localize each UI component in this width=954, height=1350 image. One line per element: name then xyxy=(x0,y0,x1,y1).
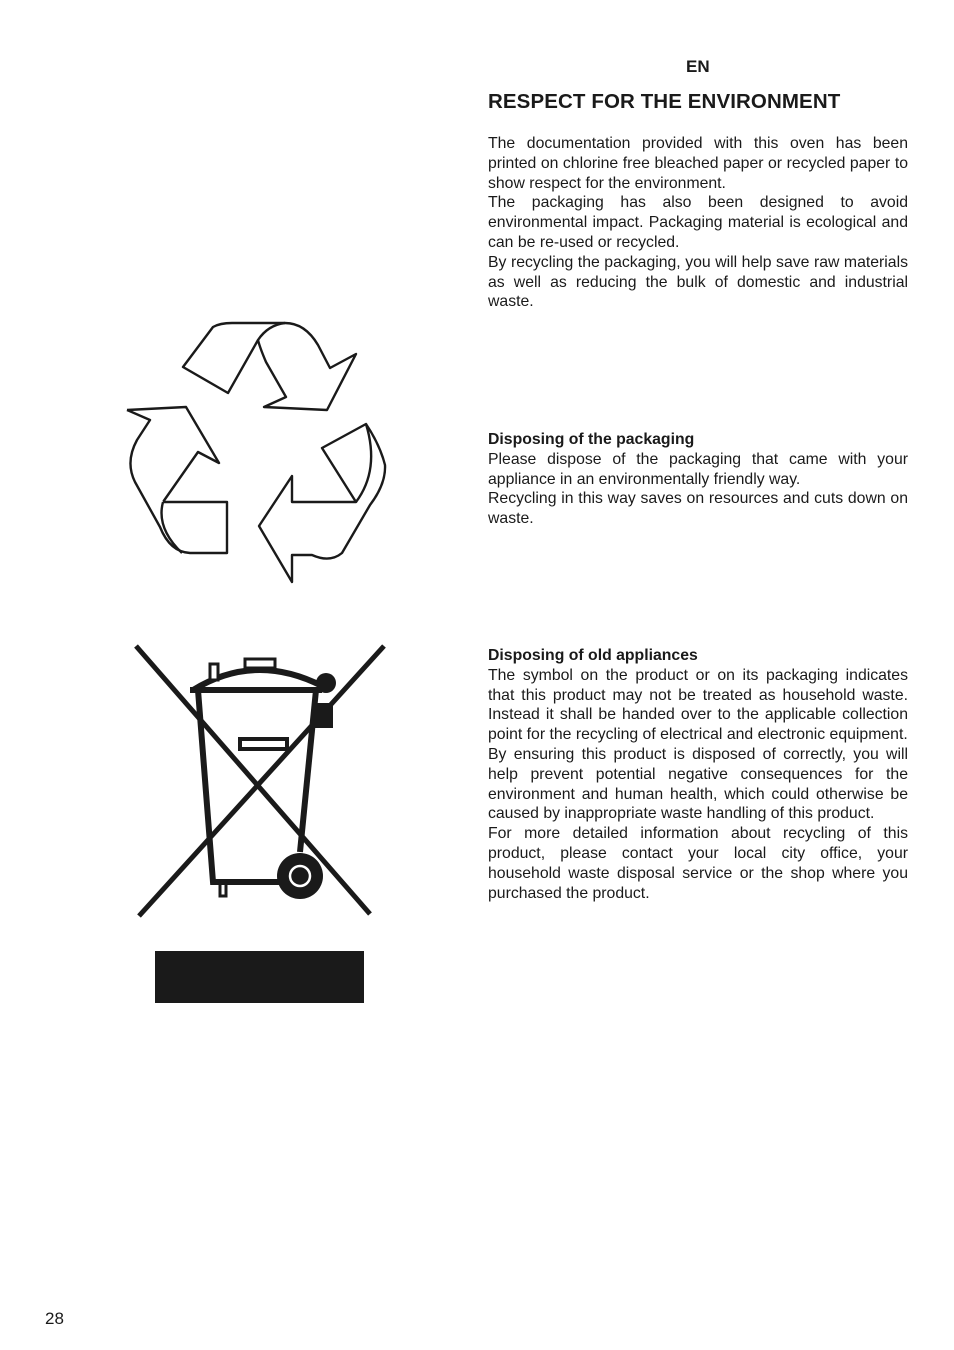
packaging-heading: Disposing of the packaging xyxy=(488,431,695,448)
old-appliances-heading: Disposing of old appliances xyxy=(488,647,698,664)
weee-black-bar xyxy=(155,951,364,1003)
page-title: RESPECT FOR THE ENVIRONMENT xyxy=(488,90,841,113)
old-appliances-paragraph: The symbol on the product or on its packaging indicates that this product may not be treated as household waste. Instead it shall be handed over to the applicable collection point for the recycling of electrical and electronic equipment. xyxy=(488,666,908,744)
old-appliances-section xyxy=(488,646,908,903)
packaging-paragraph: Recycling in this way saves on resources and cuts down on waste. xyxy=(488,490,908,528)
intro-paragraph: The documentation provided with this oven has been printed on chlorine free bleached paper or recycled paper to show respect for the environment. xyxy=(488,135,908,192)
page-number: 28 xyxy=(45,1309,64,1328)
packaging-paragraph: Please dispose of the packaging that came with your appliance in an environmentally friendly way. xyxy=(488,450,908,488)
intro-section xyxy=(488,134,908,312)
old-appliances-paragraph: For more detailed information about recycling of this product, please contact your local city office, your household waste disposal service or the shop where you purchased the product. xyxy=(488,825,908,902)
language-code: EN xyxy=(686,57,710,76)
crossed-out-wheelie-bin-icon xyxy=(130,640,390,1010)
packaging-section xyxy=(488,430,908,529)
old-appliances-paragraph: By ensuring this product is disposed of correctly, you will help prevent potential negative consequences for the environment and human health, which could otherwise be caused by inappropriate waste handling of this product. xyxy=(488,745,908,823)
intro-paragraph: The packaging has also been designed to avoid environmental impact. Packaging material is ecological and can be re-used or recycled. xyxy=(488,194,908,251)
intro-paragraph: By recycling the packaging, you will help save raw materials as well as reducing the bulk of domestic and industrial waste. xyxy=(488,253,908,311)
recycling-symbol-icon xyxy=(120,318,400,588)
